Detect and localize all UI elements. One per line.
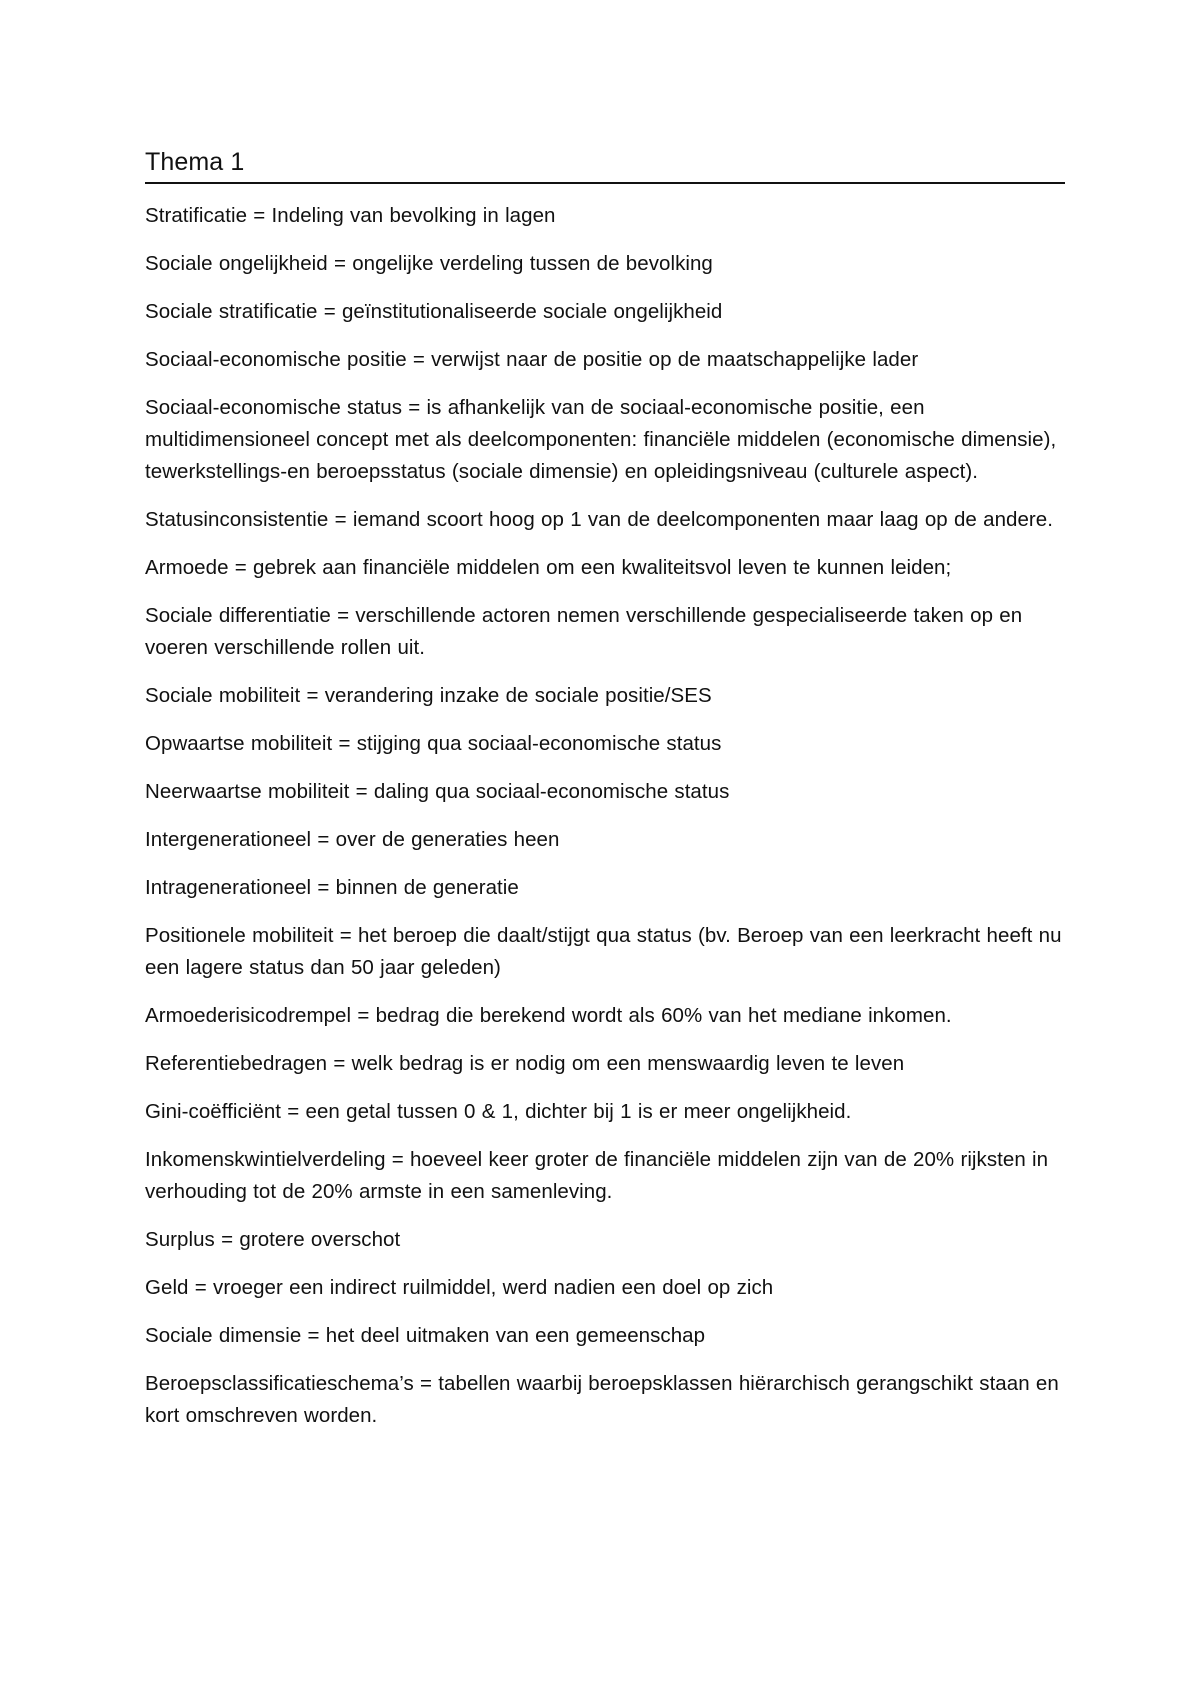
definition-positionele-mobiliteit: Positionele mobiliteit = het beroep die daalt/stijgt qua status (bv. Beroep van een leerkracht heeft nu een lagere status dan 50 jaar geleden) xyxy=(145,924,1062,979)
definition-surplus: Surplus = grotere overschot xyxy=(145,1228,401,1251)
definition-stratificatie: Stratificatie = Indeling van bevolking in lagen xyxy=(145,204,556,227)
definition-intergenerationeel: Intergenerationeel = over de generaties heen xyxy=(145,828,560,851)
definition-sociale-ongelijkheid: Sociale ongelijkheid = ongelijke verdeling tussen de bevolking xyxy=(145,252,713,275)
definition-gini-coefficient: Gini-coëfficiënt = een getal tussen 0 & 1, dichter bij 1 is er meer ongelijkheid. xyxy=(145,1100,852,1123)
definition-sociale-differentiatie: Sociale differentiatie = verschillende actoren nemen verschillende gespecialiseerde taken op en voeren verschillende rollen uit. xyxy=(145,604,1023,659)
definition-list xyxy=(145,200,1065,1432)
definition-sociale-stratificatie: Sociale stratificatie = geïnstitutionaliseerde sociale ongelijkheid xyxy=(145,300,723,323)
definition-sociale-mobiliteit: Sociale mobiliteit = verandering inzake de sociale positie/SES xyxy=(145,684,712,707)
definition-opwaartse-mobiliteit: Opwaartse mobiliteit = stijging qua sociaal-economische status xyxy=(145,732,722,755)
definition-sociaal-economische-status: Sociaal-economische status = is afhankelijk van de sociaal-economische positie, een multidimensioneel concept met als deelcomponenten: financiële middelen (economische dimensie), tewerkstellings-en beroepsstatus (sociale dimensie) en opleidingsniveau (culturele aspect). xyxy=(145,396,1057,483)
document-body xyxy=(145,146,1065,1448)
page-title: Thema 1 xyxy=(145,146,1065,184)
definition-armoederisicodrempel: Armoederisicodrempel = bedrag die berekend wordt als 60% van het mediane inkomen. xyxy=(145,1004,952,1027)
definition-neerwaartse-mobiliteit: Neerwaartse mobiliteit = daling qua sociaal-economische status xyxy=(145,780,730,803)
definition-referentiebedragen: Referentiebedragen = welk bedrag is er nodig om een menswaardig leven te leven xyxy=(145,1052,905,1075)
definition-inkomenskwintielverdeling: Inkomenskwintielverdeling = hoeveel keer groter de financiële middelen zijn van de 20% rijksten in verhouding tot de 20% armste in een samenleving. xyxy=(145,1148,1049,1203)
definition-beroepsclassificatieschemas: Beroepsclassificatieschema’s = tabellen waarbij beroepsklassen hiërarchisch gerangschikt staan en kort omschreven worden. xyxy=(145,1372,1059,1427)
definition-intragenerationeel: Intragenerationeel = binnen de generatie xyxy=(145,876,519,899)
definition-sociaal-economische-positie: Sociaal-economische positie = verwijst naar de positie op de maatschappelijke lader xyxy=(145,348,919,371)
definition-armoede: Armoede = gebrek aan financiële middelen om een kwaliteitsvol leven te kunnen leiden; xyxy=(145,556,952,579)
definition-statusinconsistentie: Statusinconsistentie = iemand scoort hoog op 1 van de deelcomponenten maar laag op de andere. xyxy=(145,508,1053,531)
definition-sociale-dimensie: Sociale dimensie = het deel uitmaken van een gemeenschap xyxy=(145,1324,706,1347)
definition-geld: Geld = vroeger een indirect ruilmiddel, werd nadien een doel op zich xyxy=(145,1276,774,1299)
